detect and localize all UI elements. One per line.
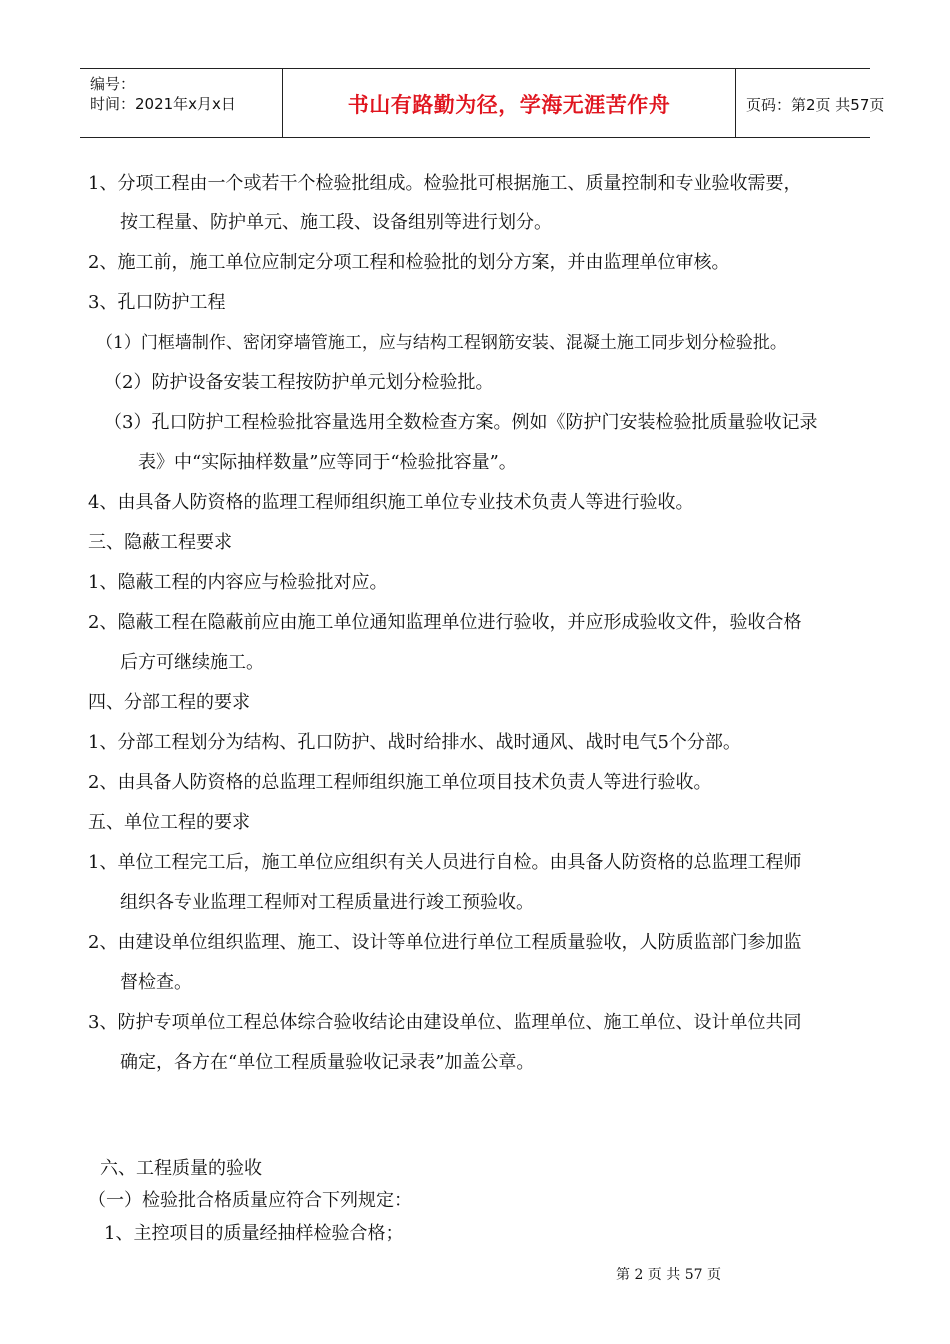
paragraph: 3、孔口防护工程 — [88, 292, 226, 313]
section-heading: 三、隐蔽工程要求 — [88, 532, 232, 553]
paragraph: 确定，各方在“单位工程质量验收记录表”加盖公章。 — [120, 1052, 535, 1073]
section-heading: 六、工程质量的验收 — [100, 1158, 262, 1179]
paragraph: 2、由具备人防资格的总监理工程师组织施工单位项目技术负责人等进行验收。 — [88, 772, 712, 793]
paragraph: 1、单位工程完工后，施工单位应组织有关人员进行自检。由具备人防资格的总监理工程师 — [88, 852, 802, 873]
paragraph: （2）防护设备安装工程按防护单元划分检验批。 — [104, 372, 494, 393]
paragraph: 组织各专业监理工程师对工程质量进行竣工预验收。 — [120, 892, 534, 913]
header-motto-cell — [282, 69, 736, 137]
paragraph: 表》中“实际抽样数量”应等同于“检验批容量”。 — [138, 452, 517, 473]
header-right-cell — [736, 69, 885, 137]
motto: 书山有路勤为径，学海无涯苦作舟 — [347, 93, 671, 117]
page-code: 页码：第2页 共57页 — [746, 96, 885, 114]
page-header — [80, 68, 885, 138]
paragraph: 4、由具备人防资格的监理工程师组织施工单位专业技术负责人等进行验收。 — [88, 492, 694, 513]
paragraph: （一）检验批合格质量应符合下列规定： — [88, 1190, 412, 1211]
page-footer: 第 2 页 共 57 页 — [616, 1267, 721, 1283]
section-heading: 五、单位工程的要求 — [88, 812, 250, 833]
number-label: 编号： — [90, 75, 136, 93]
paragraph: 1、分部工程划分为结构、孔口防护、战时给排水、战时通风、战时电气5个分部。 — [88, 732, 741, 753]
paragraph: 2、隐蔽工程在隐蔽前应由施工单位通知监理单位进行验收，并应形成验收文件，验收合格 — [88, 612, 802, 633]
section-heading: 四、分部工程的要求 — [88, 692, 250, 713]
paragraph: （1）门框墙制作、密闭穿墙管施工，应与结构工程钢筋安装、混凝土施工同步划分检验批。 — [96, 333, 787, 353]
header-left-cell — [80, 69, 282, 137]
paragraph: 1、分项工程由一个或若干个检验批组成。检验批可根据施工、质量控制和专业验收需要， — [88, 173, 802, 194]
paragraph: 1、隐蔽工程的内容应与检验批对应。 — [88, 572, 388, 593]
paragraph: 按工程量、防护单元、施工段、设备组别等进行划分。 — [120, 212, 552, 233]
paragraph: 2、施工前，施工单位应制定分项工程和检验批的划分方案，并由监理单位审核。 — [88, 252, 730, 273]
paragraph: 3、防护专项单位工程总体综合验收结论由建设单位、监理单位、施工单位、设计单位共同 — [88, 1012, 802, 1033]
paragraph: 1、主控项目的质量经抽样检验合格； — [104, 1223, 404, 1244]
paragraph: 2、由建设单位组织监理、施工、设计等单位进行单位工程质量验收，人防质监部门参加监 — [88, 932, 802, 953]
date-line: 时间：2021年x月x日 — [90, 95, 236, 113]
paragraph: 后方可继续施工。 — [120, 652, 264, 673]
paragraph: （3）孔口防护工程检验批容量选用全数检查方案。例如《防护门安装检验批质量验收记录 — [104, 412, 818, 433]
paragraph: 督检查。 — [120, 972, 192, 993]
